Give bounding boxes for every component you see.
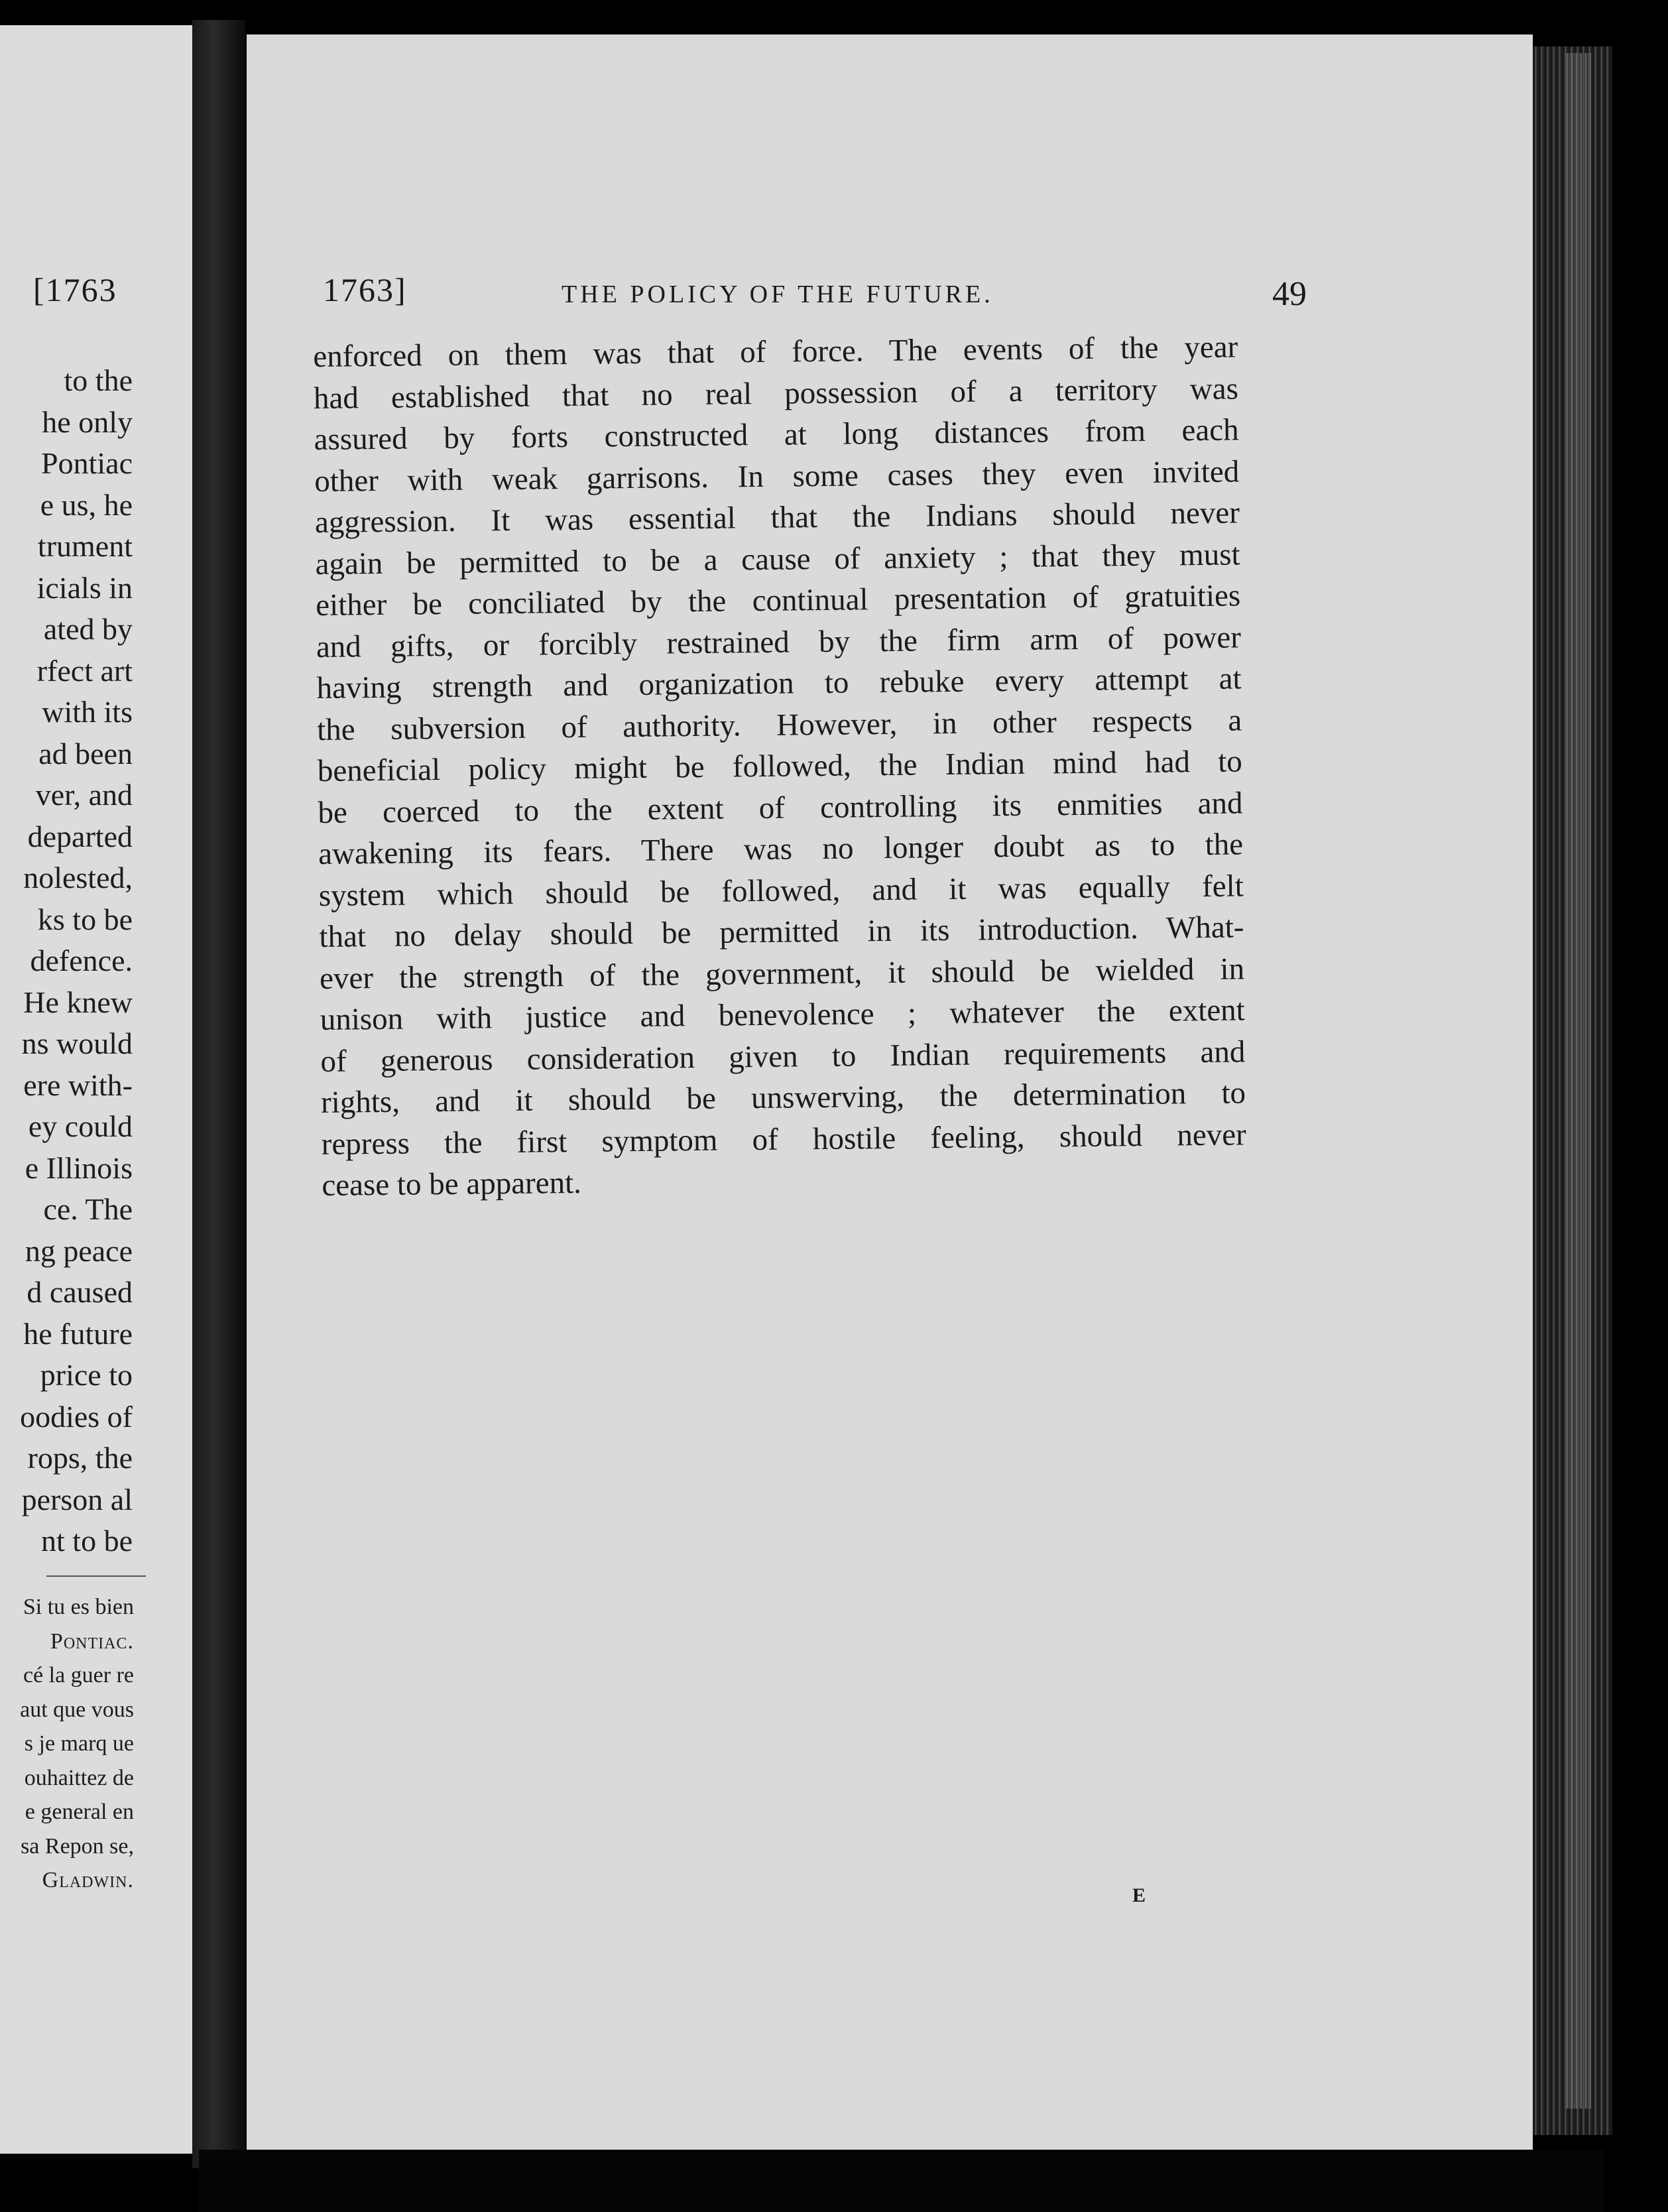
running-head-year: 1763] (323, 271, 407, 308)
body-line: repress the first symptom of hostile feeling, should never (321, 1117, 1246, 1162)
footnote-line: e general en (25, 1800, 134, 1824)
body-line: the subversion of authority. However, in other respects a (316, 702, 1242, 747)
footnote-line: s je marq ue (24, 1731, 134, 1756)
left-text-line: rfect art (36, 653, 133, 688)
body-line: assured by forts constructed at long distances from each (314, 412, 1239, 457)
page-edge-highlight (1565, 53, 1591, 2109)
body-line: ever the strength of the government, it should be wielded in (319, 951, 1245, 996)
footnote-line: ouhaittez de (24, 1765, 134, 1790)
running-head-title: THE POLICY OF THE FUTURE. (562, 280, 994, 308)
left-text-line: defence. (30, 944, 133, 977)
left-text-line: nt to be (41, 1524, 133, 1558)
body-line: again be permitted to be a cause of anxiety ; that they must (315, 536, 1240, 582)
body-line: having strength and organization to rebuke every attempt at (316, 661, 1242, 706)
body-line: awakening its fears. There was no longer doubt as to the (318, 827, 1244, 871)
left-text-line: person al (21, 1482, 133, 1516)
left-text-line: he only (42, 404, 133, 439)
left-text-line: price to (40, 1358, 133, 1392)
left-text-line: Pontiac (41, 446, 133, 480)
left-text-line: ad been (38, 736, 133, 770)
left-text-line: rops, the (27, 1441, 133, 1475)
running-head (323, 271, 1503, 324)
left-page-text (20, 360, 133, 1562)
body-paragraph (313, 326, 1247, 1206)
body-line: be coerced to the extent of controlling its enmities and (318, 785, 1243, 830)
body-line: enforced on them was that of force. The events of the year (313, 330, 1238, 374)
body-line: that no delay should be permitted in its introduction. What- (319, 910, 1244, 954)
footnote-line: aut que vous (20, 1697, 134, 1722)
left-text-line: ng peace (25, 1233, 133, 1268)
book-gutter (192, 20, 245, 2168)
left-text-line: nolested, (23, 861, 133, 894)
left-text-line: ere with- (23, 1068, 133, 1102)
left-text-line: ks to be (37, 902, 133, 936)
body-line: had established that no real possession of a territory was (313, 371, 1239, 416)
left-text-line: he future (23, 1316, 133, 1351)
left-text-line: trument (37, 529, 133, 563)
left-text-line: He knew (23, 985, 133, 1019)
left-text-line: ver, and (35, 778, 133, 812)
body-line: unison with justice and benevolence ; whatever the extent (320, 993, 1245, 1037)
left-text-line: e Illinois (25, 1150, 133, 1185)
body-line: system which should be followed, and it was equally felt (318, 868, 1244, 913)
left-text-line: d caused (27, 1275, 133, 1309)
left-text-line: with its (42, 695, 133, 729)
footnote-line: Gladwin. (42, 1868, 134, 1892)
left-text-line: ey could (28, 1109, 133, 1143)
left-text-line: icials in (36, 570, 133, 605)
footnote-line: cé la guer re (23, 1663, 134, 1688)
left-text-line: ce. The (43, 1192, 133, 1226)
body-line: of generous consideration given to Indian requirements and (320, 1034, 1246, 1079)
left-text-line: e us, he (40, 487, 133, 522)
body-line: beneficial policy might be followed, the Indian mind had to (317, 744, 1243, 788)
page-number: 49 (1272, 275, 1307, 313)
body-line: either be conciliated by the continual presentation of gratuities (315, 578, 1241, 623)
body-line: rights, and it should be unswerving, the determination to (320, 1075, 1246, 1120)
main-page (247, 34, 1533, 2150)
left-text-line: departed (27, 819, 133, 853)
footnote-line: Si tu es bien (23, 1595, 134, 1619)
left-footnote (20, 1590, 134, 1898)
body-line: and gifts, or forcibly restrained by the firm arm of power (316, 619, 1242, 664)
body-line: aggression. It was essential that the Indians should never (314, 495, 1240, 540)
left-running-head-year: [1763 (33, 271, 117, 308)
left-text-line: oodies of (20, 1399, 133, 1434)
bottom-shadow (199, 2150, 1604, 2212)
footnote-rule (46, 1575, 146, 1577)
footnote-line: sa Repon se, (21, 1833, 134, 1859)
left-facing-page (0, 25, 192, 2154)
footnote-line: Pontiac. (50, 1628, 134, 1654)
body-line: cease to be apparent. (322, 1165, 582, 1203)
body-line: other with weak garrisons. In some cases they even invited (314, 454, 1240, 499)
left-text-line: ated by (43, 612, 133, 646)
left-text-line: to the (64, 363, 133, 397)
left-text-line: ns would (21, 1026, 133, 1060)
signature-mark: E (1132, 1884, 1148, 1906)
